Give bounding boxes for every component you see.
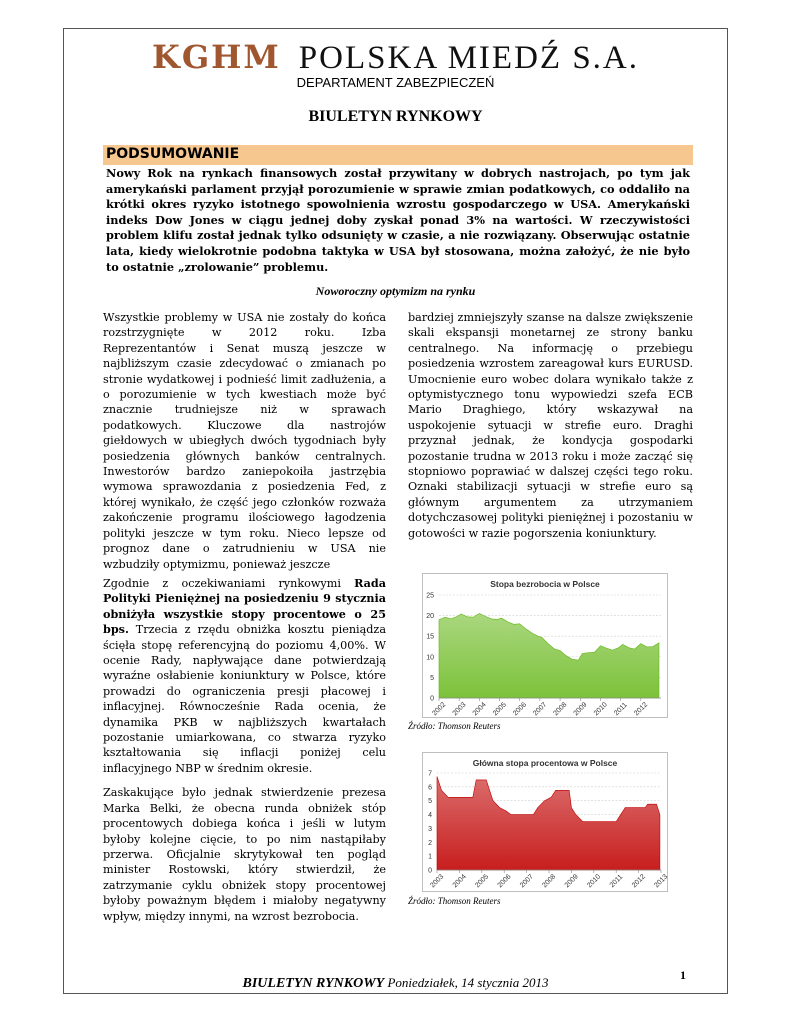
y-tick-label: 6 bbox=[428, 784, 432, 792]
column-right-top bbox=[408, 310, 693, 550]
summary-text: Nowy Rok na rynkach finansowych został przywitany w dobrych nastrojach, po tym jak amerykański parlament przyjął porozumienie w sprawie zmian podatkowych, co oddaliło na krótki okres ryzyko istotnego spowolnienia wzrostu gospodarczego w USA. Amerykański indeks Dow Jones w ciągu jednej doby zyskał ponad 3% na wartości. W rzeczywistości problem klifu został jednak tylko odsunięty w czasie, a nie rozwiązany. Obserwując ostatnie lata, kiedy wielokrotnie podobna taktyka w USA był stosowana, można założyć, że nie było to ostatnie „zrolowanie” problemu. bbox=[106, 166, 690, 274]
paragraph: Wszystkie problemy w USA nie zostały do końca rozstrzygnięte w 2012 roku. Izba Reprezentantów i Senat muszą jeszcze w najbliższym czasie zdecydować o zmianach po stronie wydatkowej i podnieść limit zadłużenia, a o porozumienie w tych kwestiach może być znacznie trudniejsze niż w sprawach podatkowych. Kluczowe dla nastrojów giełdowych w ubiegłych dwóch tygodniach były posiedzenia głównych banków centralnych. Inwestorów bardzo zaniepokoiła jastrzębia wymowa sprawozdania z posiedzenia Fed, z której wynikało, że część jego członków rozważa zakończenie programu ilościowego łagodzenia polityki jeszcze w tym roku. Nieco lepsze od prognoz dane o zatrudnieniu w USA nie wzbudziły optymizmu, ponieważ jeszcze bbox=[103, 311, 386, 571]
y-tick-label: 1 bbox=[428, 853, 432, 861]
y-tick-label: 2 bbox=[428, 839, 432, 847]
x-tick-label: 2010 bbox=[592, 701, 609, 718]
y-tick-label: 7 bbox=[428, 770, 432, 778]
interest-rate-chart bbox=[422, 752, 668, 892]
y-tick-label: 0 bbox=[430, 695, 434, 703]
x-tick-label: 2003 bbox=[451, 701, 468, 718]
x-tick-label: 2006 bbox=[512, 701, 529, 718]
x-tick-label: 2009 bbox=[572, 701, 589, 718]
x-tick-label: 2011 bbox=[613, 701, 629, 718]
x-tick-label: 2010 bbox=[586, 873, 603, 890]
x-tick-label: 2004 bbox=[451, 873, 468, 890]
x-tick-label: 2002 bbox=[431, 701, 448, 718]
y-tick-label: 10 bbox=[426, 654, 434, 662]
y-tick-label: 5 bbox=[430, 674, 434, 682]
chart-title: Stopa bezrobocia w Polsce bbox=[490, 579, 600, 589]
x-tick-label: 2004 bbox=[471, 701, 488, 718]
y-tick-label: 4 bbox=[428, 812, 432, 820]
y-tick-label: 0 bbox=[428, 867, 432, 875]
unemployment-chart-svg bbox=[423, 574, 667, 717]
x-tick-label: 2005 bbox=[474, 873, 491, 890]
chart-source: Źródło: Thomson Reuters bbox=[408, 896, 501, 906]
x-tick-label: 2012 bbox=[633, 701, 650, 718]
document-title: BIULETYN RYNKOWY bbox=[308, 108, 483, 125]
x-tick-label: 2009 bbox=[563, 873, 580, 890]
chart-title: Główna stopa procentowa w Polsce bbox=[472, 758, 618, 768]
footer-title: BIULETYN RYNKOWY bbox=[242, 976, 385, 991]
paragraph: bardziej zmniejszyły szanse na dalsze zwiększenie skali ekspansji monetarnej ze strony banku centralnego. Na informację o przebiegu posiedzenia wzrostem zareagował kurs EURUSD. Umocnienie euro wobec dolara wynikało także z optymistycznego tonu wypowiedzi szefa ECB Mario Draghiego, który wskazywał na uspokojenie sytuacji w strefie euro. Draghi przyznał jednak, że kondycja gospodarki pozostanie trudna w 2013 roku i może zacząć się stopniowo poprawiać w dalszej części tego roku. Oznaki stabilizacji sytuacji w strefie euro są głównym argumentem za utrzymaniem dotychczasowej polityki pieniężnej i pozostaniu w gotowości w razie pogorszenia koniunktury. bbox=[408, 311, 693, 540]
x-tick-label: 2008 bbox=[541, 873, 558, 890]
department-name: DEPARTAMENT ZABEZPIECZEŃ bbox=[296, 75, 495, 90]
footer bbox=[0, 975, 791, 992]
page-number: 1 bbox=[680, 968, 686, 982]
unemployment-chart bbox=[422, 573, 668, 718]
summary-heading: PODSUMOWANIE bbox=[106, 146, 240, 162]
paragraph-rpp bbox=[103, 576, 386, 776]
interest-rate-chart-svg bbox=[423, 753, 670, 891]
y-tick-label: 25 bbox=[426, 592, 434, 600]
y-tick-label: 20 bbox=[426, 613, 434, 621]
x-tick-label: 2006 bbox=[496, 873, 513, 890]
x-tick-label: 2011 bbox=[608, 873, 625, 890]
x-tick-label: 2008 bbox=[552, 701, 569, 718]
y-tick-label: 15 bbox=[426, 633, 434, 641]
x-tick-label: 2007 bbox=[532, 701, 549, 718]
brand-kghm: KGHM bbox=[152, 38, 281, 76]
section-title: Noworoczny optymizm na rynku bbox=[315, 284, 476, 298]
x-tick-label: 2013 bbox=[653, 873, 670, 890]
x-tick-label: 2012 bbox=[630, 873, 647, 890]
brand-logo bbox=[0, 38, 791, 77]
paragraph-belka: Zaskakujące było jednak stwierdzenie prezesa Marka Belki, że obecna runda obniżek stóp procentowych dobiega końca i jeśli w lutym byłoby kolejne cięcie, to po nim nastąpiłaby przerwa. Oficjalnie skrytykował ten pogląd minister Rostowski, który stwierdził, że zatrzymanie cyklu obniżek stopy procentowej byłoby poważnym błędem i miałoby negatywny wpływ, między innymi, na wzrost bezrobocia. bbox=[103, 786, 386, 923]
area-series bbox=[439, 614, 659, 699]
footer-date: Poniedziałek, 14 stycznia 2013 bbox=[387, 975, 549, 990]
chart-source: Źródło: Thomson Reuters bbox=[408, 721, 501, 731]
paragraph-intro: Zgodnie z oczekiwaniami rynkowymi bbox=[103, 577, 355, 590]
x-tick-label: 2005 bbox=[491, 701, 508, 718]
y-tick-label: 5 bbox=[428, 798, 432, 806]
x-tick-label: 2003 bbox=[429, 873, 446, 890]
column-left-bottom bbox=[103, 576, 386, 933]
paragraph-highlight: Rada Polityki Pieniężnej na posiedzeniu 9 stycznia obniżyła wszystkie stopy procentowe o 25 bps. bbox=[103, 576, 386, 637]
brand-name: POLSKA MIEDŹ S.A. bbox=[298, 40, 639, 76]
summary-heading-bar bbox=[103, 145, 693, 165]
y-tick-label: 3 bbox=[428, 825, 432, 833]
area-series bbox=[437, 777, 660, 871]
column-left-top bbox=[103, 310, 386, 581]
x-tick-label: 2007 bbox=[518, 873, 535, 890]
paragraph-rest: Trzecia z rzędu obniżka kosztu pieniądza ścięła stopę referencyjną do poziomu 4,00%. W ocenie Rady, napływające dane potwierdzają wyraźne osłabienie koniunktury w Polsce, które prowadzi do ograniczenia presji płacowej i inflacyjnej. Równocześnie Rada ocenia, że dynamika PKB w najbliższych kwartałach pozostanie umiarkowana, co stwarza ryzyko kształtowania się inflacji poniżej celu inflacyjnego NBP w średnim okresie. bbox=[103, 623, 386, 775]
